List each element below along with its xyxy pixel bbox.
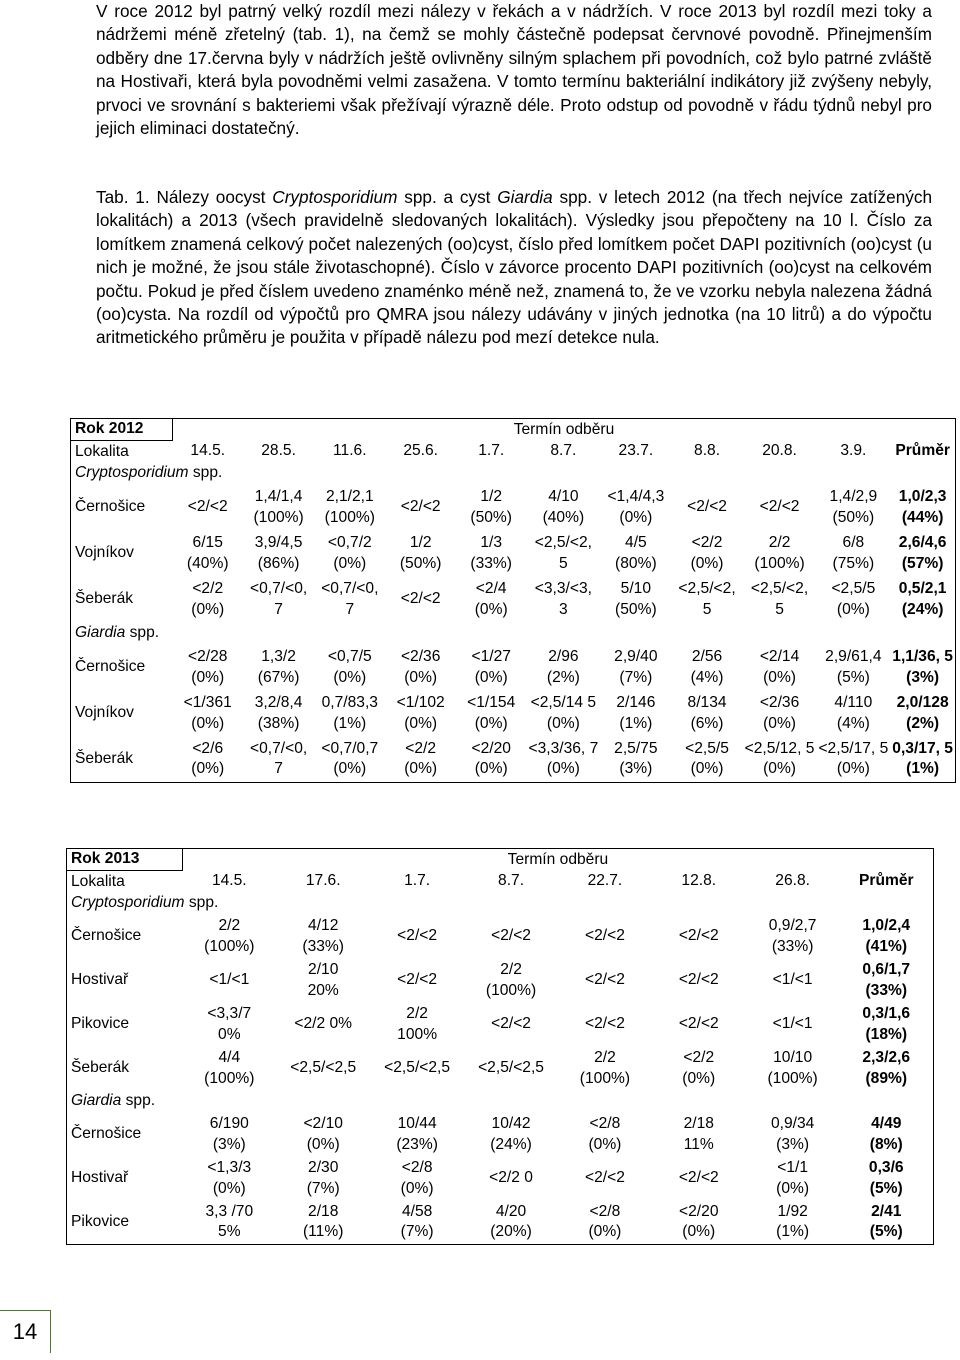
year-header-row bbox=[67, 849, 934, 871]
value-cell: 5/10 (50%) bbox=[615, 580, 657, 618]
average-cell: 4/49 (8%) bbox=[840, 1113, 934, 1157]
value-cell: 10/44 (23%) bbox=[396, 1115, 438, 1153]
date-header: 1.7. bbox=[478, 442, 505, 460]
average-header: Průměr bbox=[840, 871, 934, 893]
value-cell: 2/146 (1%) bbox=[616, 694, 656, 732]
average-cell: 0,3/17, 5 (1%) bbox=[890, 737, 955, 783]
location-name: Pikovice bbox=[67, 1201, 183, 1245]
giardia-label: Giardia spp. bbox=[71, 623, 956, 645]
caption-giardia: Giardia bbox=[497, 187, 553, 207]
value-cell: 3,9/4,5 (86%) bbox=[254, 534, 303, 572]
cryptosporidium-section-header bbox=[67, 893, 934, 915]
value-cell: <2/4 (0%) bbox=[474, 580, 508, 618]
value-cell: <2/2 (0%) bbox=[385, 737, 456, 783]
value-cell: <1,4/4,3 (0%) bbox=[607, 488, 665, 526]
value-cell: <2/2 0 bbox=[489, 1169, 533, 1187]
value-cell: 2/30 (7%) bbox=[306, 1159, 340, 1197]
caption-rest: spp. v letech 2012 (na třech nejvíce zatížených lokalitách) a 2013 (všech pravidelně sledovaných lokalitách). Výsledky jsou přepočteny na 10 l. Číslo za lomítkem znamená celkový počet nalezených (oo)cyst, číslo před lomítkem počet DAPI pozitivních (oo)cyst (u nich je možné, že jsou stále životaschopné). Číslo v závorce procento DAPI pozitivních (oo)cyst na celkovém počtu. Pokud je před číslem uvedeno znaménko méně než, znamená to, že ve vzorku nebyla nalezena žádná (oo)cysta. Na rozdíl od výpočtů pro QMRA jsou nálezy udávány v jiných jednotka (na 10 litrů) a do výpočtu aritmetického průměru je použita v případě nálezu pod mezí detekce nula. bbox=[96, 187, 932, 348]
value-cell: 2/10 20% bbox=[307, 961, 339, 999]
location-name: Černošice bbox=[67, 1113, 183, 1157]
value-cell: 4/4 (100%) bbox=[204, 1049, 255, 1087]
location-name: Šeberák bbox=[71, 737, 173, 783]
date-header: 17.6. bbox=[305, 872, 341, 890]
location-name: Hostivař bbox=[67, 1157, 183, 1201]
value-cell: 4/110 (4%) bbox=[834, 694, 873, 732]
value-cell: <2/36 (0%) bbox=[400, 648, 441, 686]
value-cell: 1/2 (50%) bbox=[399, 534, 442, 572]
giardia-section-header bbox=[71, 623, 956, 645]
value-cell: <2,5/12, 5 (0%) bbox=[743, 737, 817, 783]
average-cell: 2,3/2,6 (89%) bbox=[840, 1047, 934, 1091]
table-row bbox=[67, 915, 934, 959]
value-cell: 2/2 (100%) bbox=[485, 961, 537, 999]
value-cell: 1/3 (33%) bbox=[470, 534, 512, 572]
average-cell: 2,0/128 (2%) bbox=[890, 691, 955, 737]
value-cell: 6/8 (75%) bbox=[832, 534, 875, 572]
table-row bbox=[71, 531, 956, 577]
value-cell: <2/2 (0%) bbox=[682, 1049, 716, 1087]
value-cell: <2/<2 bbox=[491, 1015, 531, 1033]
value-cell: <2,5/17, 5 (0%) bbox=[816, 737, 890, 783]
giardia-label: Giardia spp. bbox=[67, 1091, 934, 1113]
table-row bbox=[67, 1113, 934, 1157]
table-caption bbox=[96, 186, 932, 350]
page-number: 14 bbox=[0, 1310, 51, 1353]
value-cell: <1/361 (0%) bbox=[183, 694, 232, 732]
value-cell: <2,5/14 5 (0%) bbox=[530, 694, 597, 732]
value-cell: <2/2 (0%) bbox=[690, 534, 724, 572]
value-cell: 2/18 11% bbox=[683, 1115, 714, 1153]
average-cell: 0,3/6 (5%) bbox=[840, 1157, 934, 1201]
value-cell: <1/102 (0%) bbox=[396, 694, 445, 732]
value-cell: <2,5/5 (0%) bbox=[671, 737, 742, 783]
value-cell: <0,7/2 (0%) bbox=[327, 534, 372, 572]
value-cell: <1/154 (0%) bbox=[467, 694, 516, 732]
value-cell: 2,1/2,1 (100%) bbox=[324, 488, 375, 526]
table-row bbox=[67, 959, 934, 1003]
value-cell: 2,5/75 (3%) bbox=[600, 737, 671, 783]
date-header: 12.8. bbox=[681, 872, 717, 890]
average-cell: 1,0/2,4 (41%) bbox=[840, 915, 934, 959]
location-name: Pikovice bbox=[67, 1003, 183, 1047]
value-cell: <2,5/<2, 5 bbox=[534, 534, 592, 572]
value-cell: <2/<2 bbox=[678, 1015, 719, 1033]
value-cell: <2/<2 bbox=[678, 1169, 719, 1187]
location-name: Hostivař bbox=[67, 959, 183, 1003]
location-name: Vojníkov bbox=[71, 691, 173, 737]
value-cell: <1/<1 bbox=[209, 971, 250, 989]
location-header: Lokalita bbox=[71, 441, 173, 463]
value-cell: <0,7/<0, 7 bbox=[243, 737, 314, 783]
value-cell: 4/58 (7%) bbox=[370, 1201, 464, 1245]
date-header: 22.7. bbox=[587, 872, 623, 890]
table-row bbox=[67, 1157, 934, 1201]
value-cell: 10/10 (100%) bbox=[767, 1049, 818, 1087]
value-cell: 3,2/8,4 (38%) bbox=[254, 694, 303, 732]
table-row bbox=[71, 737, 956, 783]
year-label: Rok 2013 bbox=[67, 849, 183, 871]
caption-mid: spp. a cyst bbox=[397, 187, 498, 207]
average-cell: 1,0/2,3 (44%) bbox=[890, 485, 955, 531]
value-cell: 4/10 (40%) bbox=[542, 488, 585, 526]
value-cell: <0,7/5 (0%) bbox=[327, 648, 372, 686]
average-cell: 0,3/1,6 (18%) bbox=[840, 1003, 934, 1047]
cryptosporidium-label: Cryptosporidium spp. bbox=[67, 893, 934, 915]
value-cell: 6/190 (3%) bbox=[209, 1115, 249, 1153]
date-header: 28.5. bbox=[261, 442, 296, 460]
value-cell: <2/6 (0%) bbox=[172, 737, 243, 783]
value-cell: 2/2 (100%) bbox=[579, 1049, 631, 1087]
value-cell: <3,3/7 0% bbox=[207, 1005, 252, 1043]
value-cell: <2,5/<2,5 bbox=[478, 1059, 544, 1077]
value-cell: 0,7/83,3 (1%) bbox=[321, 694, 378, 732]
value-cell: <2,5/5 (0%) bbox=[831, 580, 876, 618]
value-cell: <2/<2 bbox=[491, 927, 531, 945]
location-name: Černošice bbox=[67, 915, 183, 959]
value-cell: <2,5/<2,5 bbox=[290, 1059, 357, 1077]
value-cell: <1/<1 bbox=[772, 1015, 813, 1033]
date-header-row bbox=[71, 441, 956, 463]
cryptosporidium-label: Cryptosporidium spp. bbox=[71, 463, 956, 485]
value-cell: <2/<2 bbox=[678, 971, 719, 989]
value-cell: <2/<2 bbox=[400, 498, 441, 516]
table-row bbox=[71, 485, 956, 531]
average-cell: 0,5/2,1 (24%) bbox=[890, 577, 955, 623]
value-cell: <2/20 (0%) bbox=[456, 737, 527, 783]
value-cell: 2/56 (4%) bbox=[690, 648, 724, 686]
value-cell: <2/2 0% bbox=[294, 1015, 353, 1033]
value-cell: <2,5/<2, 5 bbox=[678, 580, 736, 618]
value-cell: <2/10 (0%) bbox=[303, 1115, 343, 1153]
value-cell: <2,5/<2, 5 bbox=[750, 580, 809, 618]
date-header: 8.7. bbox=[498, 872, 525, 890]
caption-prefix: Tab. 1. Nálezy oocyst bbox=[96, 187, 273, 207]
table-2012 bbox=[70, 418, 956, 783]
value-cell: 6/15 (40%) bbox=[186, 534, 229, 572]
value-cell: 0,9/34 (3%) bbox=[770, 1115, 815, 1153]
value-cell: <2/<2 bbox=[584, 927, 625, 945]
value-cell: 4/5 (80%) bbox=[615, 534, 657, 572]
value-cell: <2/<2 bbox=[187, 498, 228, 516]
value-cell: <2/20 (0%) bbox=[652, 1201, 746, 1245]
table-row bbox=[71, 645, 956, 691]
term-label: Termín odběru bbox=[172, 419, 955, 441]
value-cell: 1,4/1,4 (100%) bbox=[253, 488, 304, 526]
value-cell: 1/2 (50%) bbox=[470, 488, 512, 526]
date-header: 20.8. bbox=[762, 442, 797, 460]
average-cell: 0,6/1,7 (33%) bbox=[840, 959, 934, 1003]
value-cell: <0,7/0,7 (0%) bbox=[314, 737, 385, 783]
value-cell: <2/8 (0%) bbox=[588, 1115, 622, 1153]
table-2013 bbox=[66, 848, 934, 1245]
average-cell: 2/41 (5%) bbox=[840, 1201, 934, 1245]
year-header-row bbox=[71, 419, 956, 441]
value-cell: <1/27 (0%) bbox=[471, 648, 511, 686]
value-cell: <0,7/<0, 7 bbox=[321, 580, 379, 618]
date-header: 14.5. bbox=[190, 442, 226, 460]
value-cell: <2/36 (0%) bbox=[759, 694, 800, 732]
table-row bbox=[67, 1201, 934, 1245]
average-cell: 2,6/4,6 (57%) bbox=[890, 531, 955, 577]
location-name: Vojníkov bbox=[71, 531, 173, 577]
value-cell: <2/<2 bbox=[678, 927, 719, 945]
value-cell: <2/<2 bbox=[759, 498, 800, 516]
value-cell: <3,3/<3, 3 bbox=[534, 580, 592, 618]
location-name: Šeberák bbox=[67, 1047, 183, 1091]
value-cell: 2/96 (2%) bbox=[546, 648, 580, 686]
value-cell: <2/<2 bbox=[687, 498, 727, 516]
average-header: Průměr bbox=[890, 441, 955, 463]
intro-paragraph: V roce 2012 byl patrný velký rozdíl mezi nálezy v řekách a v nádržích. V roce 2013 byl rozdíl mezi toky a nádržemi méně zřetelný (tab. 1), na čemž se mohly částečně podepsat červnové povodně. Přinejmenším odběry dne 17.června byly v nádržích ještě ovlivněny silným splachem při povodních, což bylo patrné zvláště na Hostivaři, která byla povodněmi velmi zasažena. V tomto termínu bakteriální indikátory již zvýšeny nebyly, prvoci ve srovnání s bakteriemi však přežívají výrazně déle. Proto odstup od povodně v řádu týdnů nebyl pro jejich eliminaci dostatečný. bbox=[96, 1, 932, 139]
date-header: 8.7. bbox=[550, 442, 577, 460]
value-cell: 4/12 (33%) bbox=[302, 917, 344, 955]
value-cell: 4/20 (20%) bbox=[464, 1201, 558, 1245]
value-cell: <2,5/<2,5 bbox=[384, 1059, 451, 1077]
value-cell: 2/2 (100%) bbox=[754, 534, 805, 572]
table-row bbox=[71, 577, 956, 623]
value-cell: 0,9/2,7 (33%) bbox=[768, 917, 817, 955]
value-cell: 2,9/40 (7%) bbox=[614, 648, 658, 686]
value-cell: 2,9/61,4 (5%) bbox=[825, 648, 882, 686]
value-cell: <2/8 (0%) bbox=[400, 1159, 434, 1197]
value-cell: 10/42 (24%) bbox=[490, 1115, 532, 1153]
table-row bbox=[67, 1047, 934, 1091]
date-header: 26.8. bbox=[775, 872, 810, 890]
value-cell: <1/1 (0%) bbox=[776, 1159, 810, 1197]
table-row bbox=[71, 691, 956, 737]
value-cell: 2/2 100% bbox=[397, 1005, 438, 1043]
cryptosporidium-section-header bbox=[71, 463, 956, 485]
value-cell: <1,3/3 (0%) bbox=[207, 1159, 252, 1197]
value-cell: 8/134 (6%) bbox=[687, 694, 727, 732]
giardia-section-header bbox=[67, 1091, 934, 1113]
value-cell: 2/2 (100%) bbox=[204, 917, 255, 955]
location-name: Černošice bbox=[71, 645, 173, 691]
table-row bbox=[67, 1003, 934, 1047]
value-cell: <0,7/<0, 7 bbox=[249, 580, 308, 618]
value-cell: <2/<2 bbox=[584, 1015, 625, 1033]
location-name: Černošice bbox=[71, 485, 173, 531]
date-header: 11.6. bbox=[333, 442, 367, 460]
date-header: 1.7. bbox=[404, 872, 431, 890]
value-cell: <2/2 (0%) bbox=[191, 580, 225, 618]
date-header: 14.5. bbox=[211, 872, 247, 890]
value-cell: 1,4/2,9 (50%) bbox=[829, 488, 878, 526]
value-cell: <2/<2 bbox=[584, 1169, 625, 1187]
average-cell: 1,1/36, 5 (3%) bbox=[890, 645, 955, 691]
date-header: 25.6. bbox=[403, 442, 439, 460]
value-cell: <2/8 (0%) bbox=[558, 1201, 652, 1245]
value-cell: <2/<2 bbox=[584, 971, 625, 989]
value-cell: <1/<1 bbox=[772, 971, 813, 989]
year-label: Rok 2012 bbox=[71, 419, 173, 441]
location-header: Lokalita bbox=[67, 871, 183, 893]
date-header: 3.9. bbox=[840, 442, 867, 460]
value-cell: <2/28 (0%) bbox=[188, 648, 228, 686]
value-cell: <3,3/36, 7 (0%) bbox=[526, 737, 600, 783]
value-cell: <2/<2 bbox=[397, 927, 438, 945]
value-cell: <2/<2 bbox=[400, 590, 441, 608]
value-cell: 1/92 (1%) bbox=[746, 1201, 840, 1245]
value-cell: <2/<2 bbox=[397, 971, 438, 989]
date-header: 8.8. bbox=[694, 442, 721, 460]
value-cell: <2/14 (0%) bbox=[759, 648, 800, 686]
value-cell: 3,3 /70 5% bbox=[182, 1201, 276, 1245]
location-name: Šeberák bbox=[71, 577, 173, 623]
value-cell: 2/18 (11%) bbox=[276, 1201, 370, 1245]
caption-crypto: Cryptosporidium bbox=[272, 187, 398, 207]
date-header-row bbox=[67, 871, 934, 893]
term-label: Termín odběru bbox=[182, 849, 933, 871]
date-header: 23.7. bbox=[618, 442, 654, 460]
value-cell: 1,3/2 (67%) bbox=[257, 648, 300, 686]
